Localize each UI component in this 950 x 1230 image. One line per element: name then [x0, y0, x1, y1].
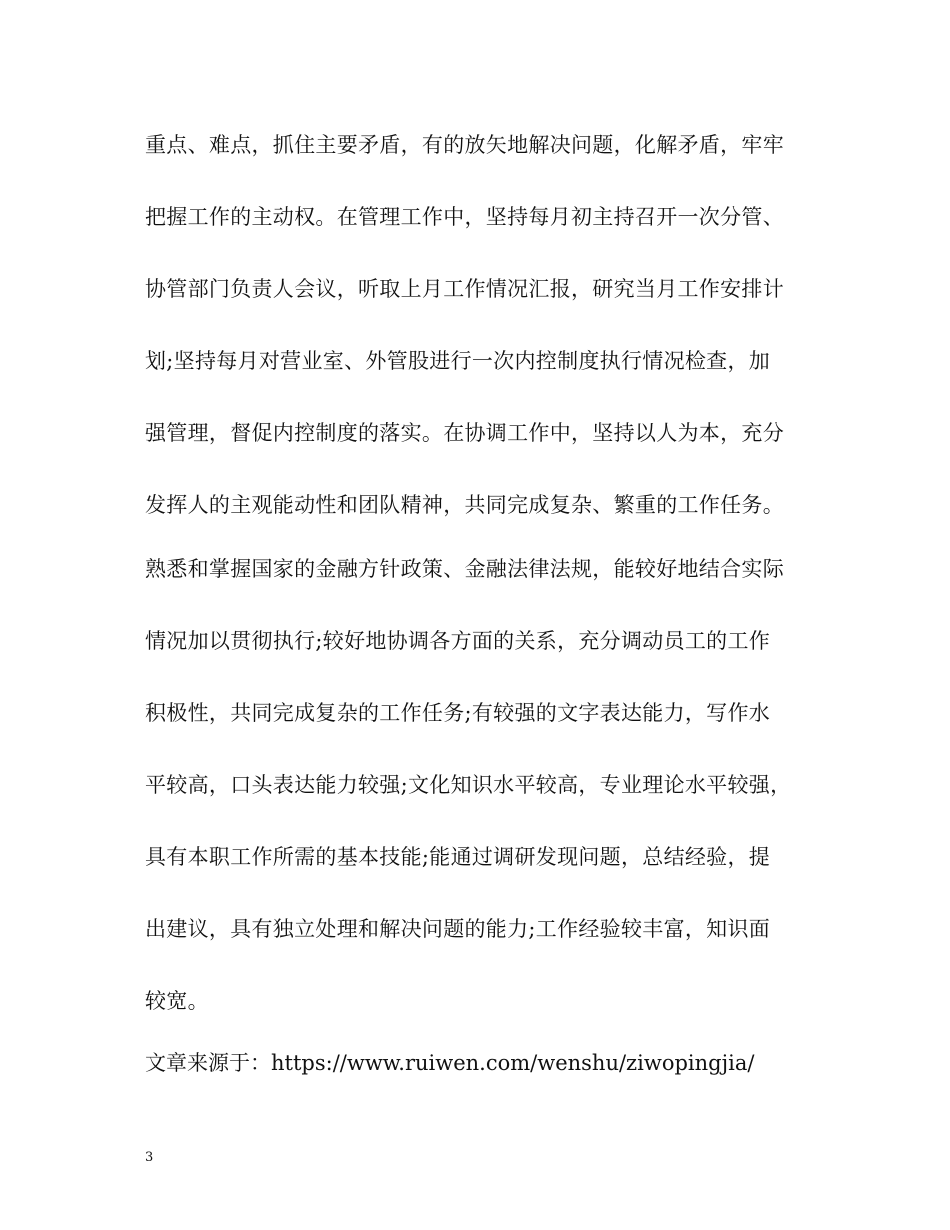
body-text-line: 具有本职工作所需的基本技能;能通过调研发现问题，总结经验，提 — [145, 845, 771, 869]
body-text-line: 把握工作的主动权。在管理工作中，坚持每月初主持召开一次分管、 — [145, 205, 784, 229]
body-text-line: 强管理，督促内控制度的落实。在协调工作中，坚持以人为本，充分 — [145, 421, 784, 445]
body-text-line: 积极性，共同完成复杂的工作任务;有较强的文字表达能力，写作水 — [145, 701, 771, 725]
body-text-line: 平较高，口头表达能力较强;文化知识水平较高，专业理论水平较强， — [145, 773, 792, 797]
body-text-line: 较宽。 — [145, 989, 209, 1013]
body-text-line: 情况加以贯彻执行;较好地协调各方面的关系，充分调动员工的工作 — [145, 629, 771, 653]
source-line: 文章来源于：https://www.ruiwen.com/wenshu/ziwopingjia/ — [145, 1051, 755, 1075]
body-text-line: 重点、难点，抓住主要矛盾，有的放矢地解决问题，化解矛盾，牢牢 — [145, 133, 784, 157]
body-text-line: 熟悉和掌握国家的金融方针政策、金融法律法规，能较好地结合实际 — [145, 557, 784, 581]
body-text-line: 协管部门负责人会议，听取上月工作情况汇报，研究当月工作安排计 — [145, 277, 784, 301]
body-text-line: 划;坚持每月对营业室、外管股进行一次内控制度执行情况检查，加 — [145, 349, 771, 373]
page-number: 3 — [145, 1150, 154, 1165]
body-text-line: 发挥人的主观能动性和团队精神，共同完成复杂、繁重的工作任务。 — [145, 493, 784, 517]
body-text-line: 出建议，具有独立处理和解决问题的能力;工作经验较丰富，知识面 — [145, 917, 771, 941]
